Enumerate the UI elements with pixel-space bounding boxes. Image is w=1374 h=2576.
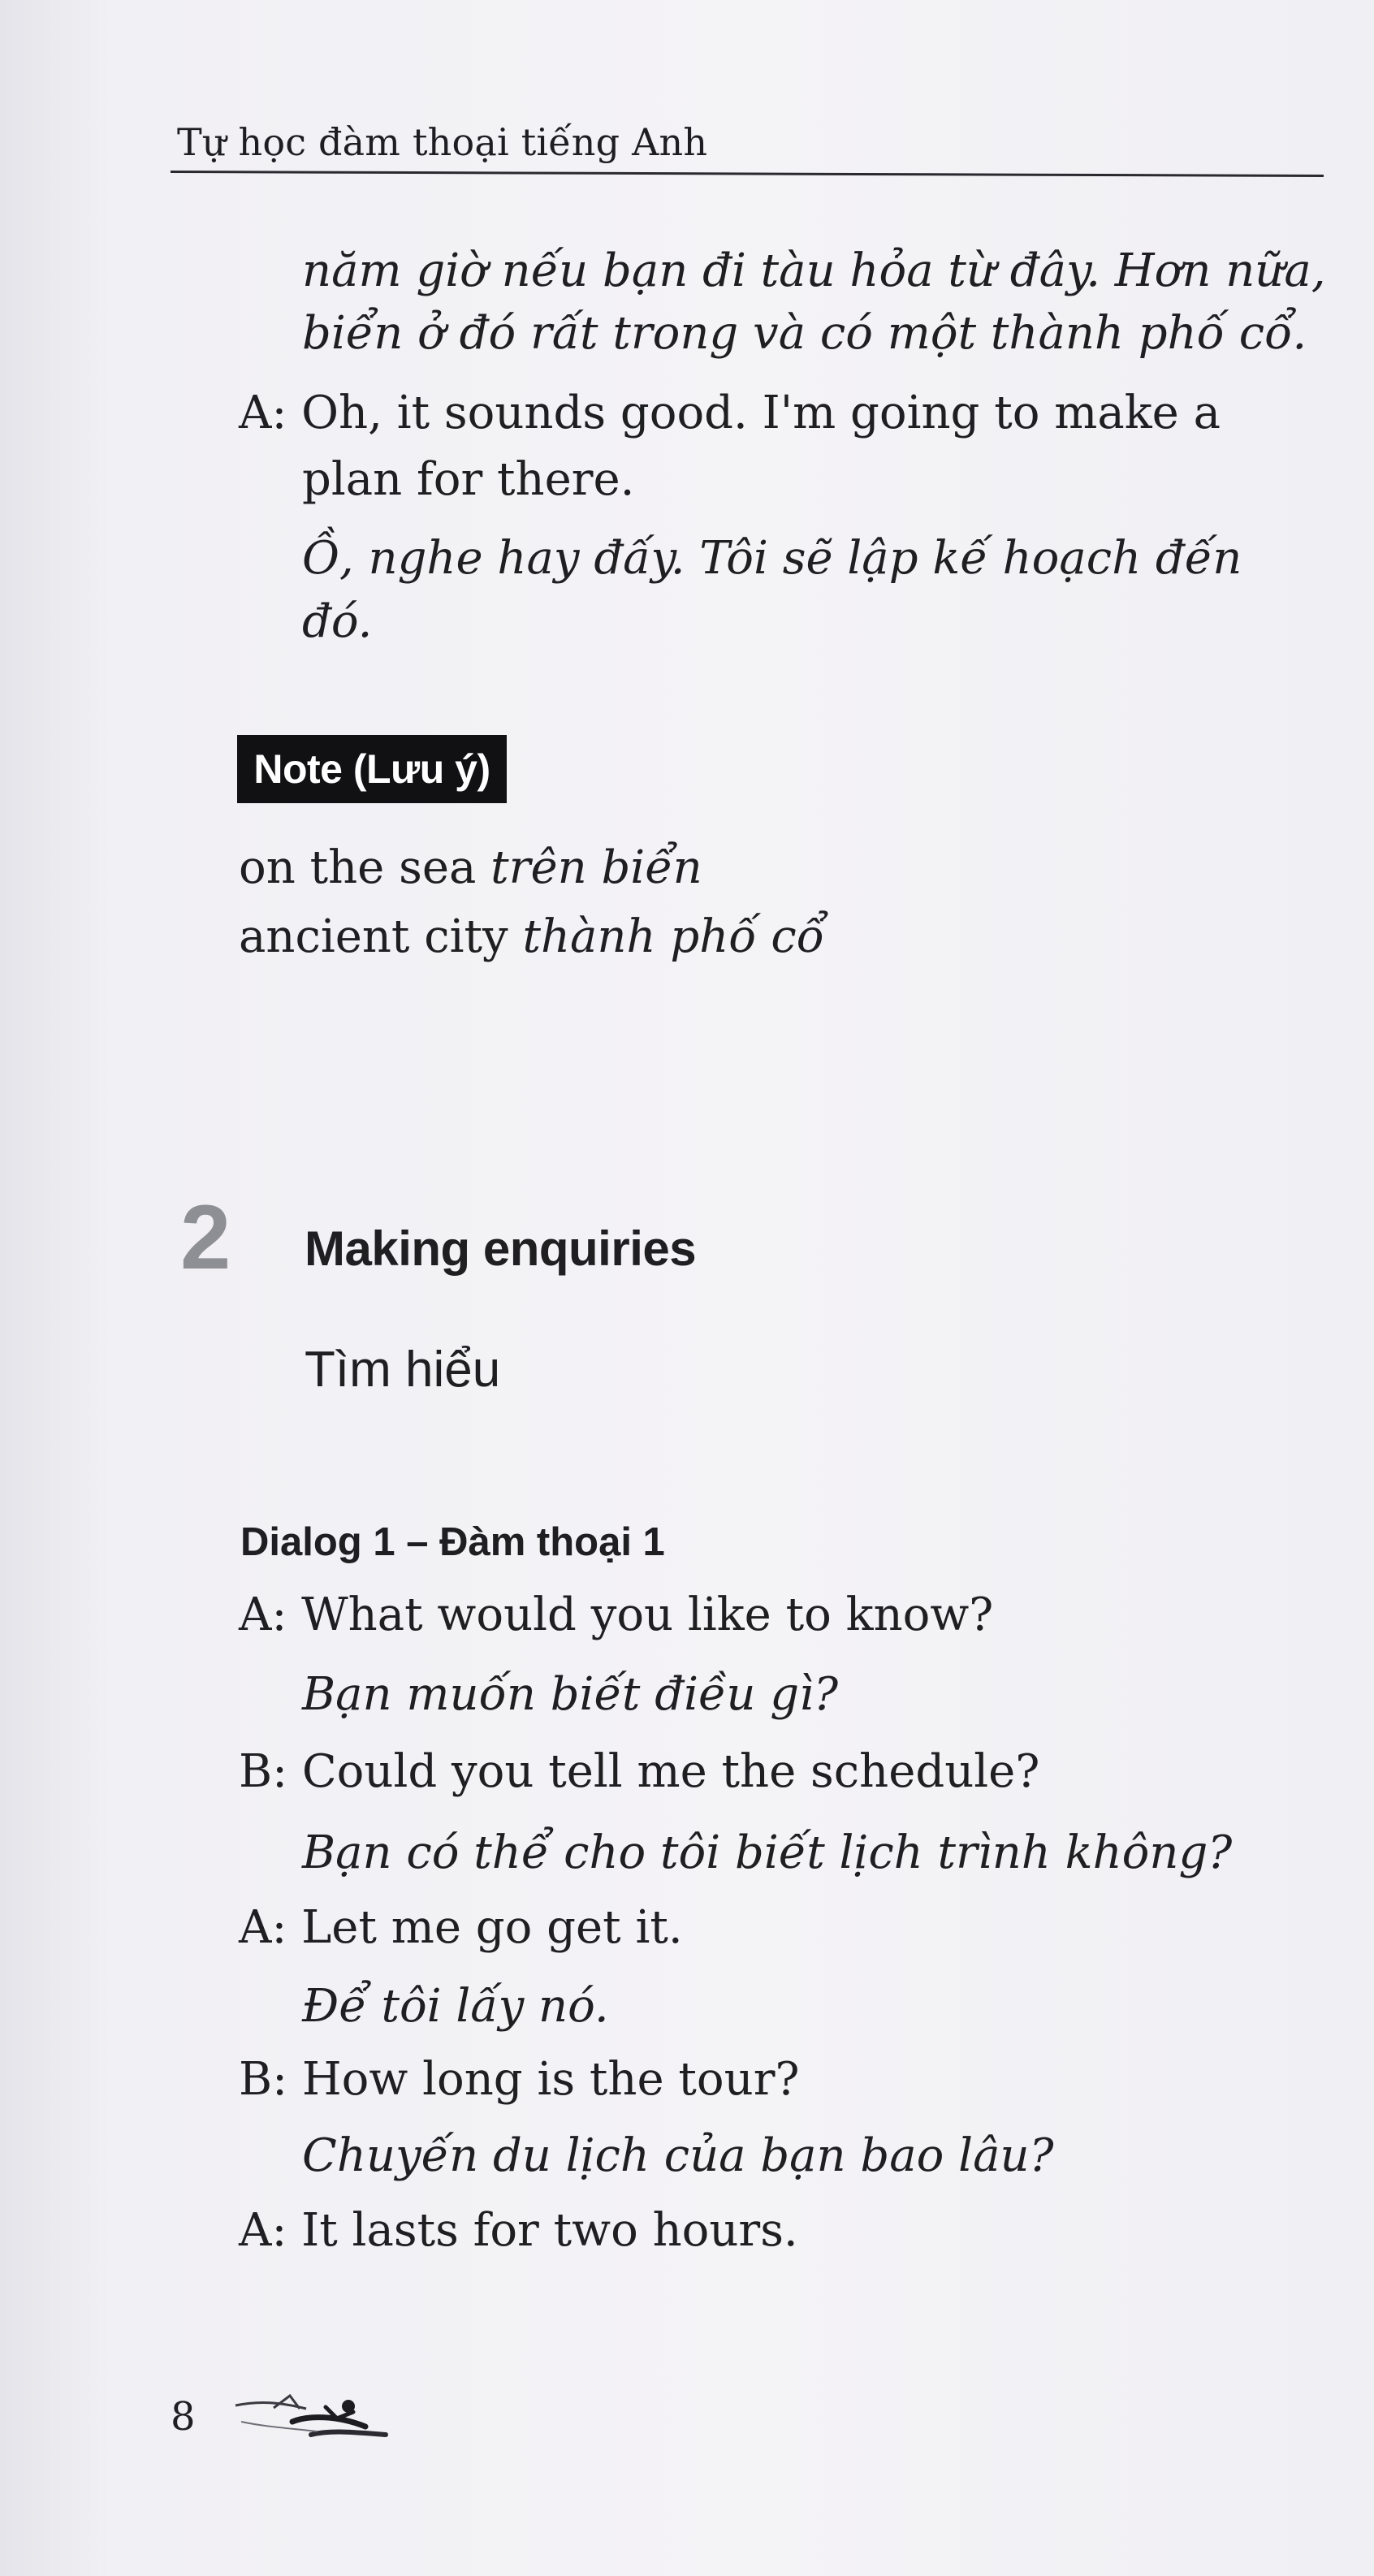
note-item-1-vietnamese: trên biển bbox=[490, 841, 702, 894]
boatman-icon bbox=[231, 2388, 390, 2454]
dialog1-line-4-vietnamese: Chuyến du lịch của bạn bao lâu? bbox=[302, 2129, 1054, 2182]
note-item-1 bbox=[239, 841, 702, 895]
section-title: Making enquiries bbox=[305, 1221, 697, 1276]
note-label-box: Note (Lưu ý) bbox=[237, 735, 507, 803]
dialog1-line-1-vietnamese: Bạn muốn biết điều gì? bbox=[302, 1668, 839, 1721]
section-number: 2 bbox=[180, 1186, 231, 1288]
dialog1-line-4-english: B: How long is the tour? bbox=[239, 2053, 800, 2106]
note-item-2 bbox=[239, 910, 824, 964]
note-item-1-english: on the sea bbox=[239, 841, 477, 894]
dialog-translation-a-part-1: Ồ, nghe hay đấy. Tôi sẽ lập kế hoạch đến bbox=[302, 532, 1242, 585]
header-rule bbox=[171, 171, 1324, 177]
note-item-2-english: ancient city bbox=[239, 910, 508, 963]
section-subtitle: Tìm hiểu bbox=[305, 1342, 501, 1398]
dialog1-line-3-vietnamese: Để tôi lấy nó. bbox=[302, 1980, 609, 2033]
dialog1-line-3-english: A: Let me go get it. bbox=[239, 1901, 683, 1954]
running-header-title: Tự học đàm thoại tiếng Anh bbox=[177, 120, 708, 164]
page-number: 8 bbox=[171, 2394, 196, 2440]
dialog1-line-1-english: A: What would you like to know? bbox=[239, 1588, 994, 1641]
continuation-vietnamese-line-2: biển ở đó rất trong và có một thành phố cổ. bbox=[302, 307, 1307, 360]
dialog-line-a-part-2: plan for there. bbox=[302, 453, 635, 506]
dialog1-line-2-english: B: Could you tell me the schedule? bbox=[239, 1745, 1040, 1798]
continuation-vietnamese-line-1: năm giờ nếu bạn đi tàu hỏa từ đây. Hơn nữa, bbox=[302, 244, 1326, 297]
dialog1-line-5-english: A: It lasts for two hours. bbox=[239, 2204, 798, 2257]
dialog-heading: Dialog 1 – Đàm thoại 1 bbox=[240, 1520, 665, 1564]
dialog1-line-2-vietnamese: Bạn có thể cho tôi biết lịch trình không? bbox=[302, 1826, 1233, 1879]
dialog-line-a-part-1: A: Oh, it sounds good. I'm going to make a bbox=[239, 387, 1221, 439]
note-item-2-vietnamese: thành phố cổ bbox=[522, 910, 824, 963]
dialog-translation-a-part-2: đó. bbox=[302, 595, 373, 648]
